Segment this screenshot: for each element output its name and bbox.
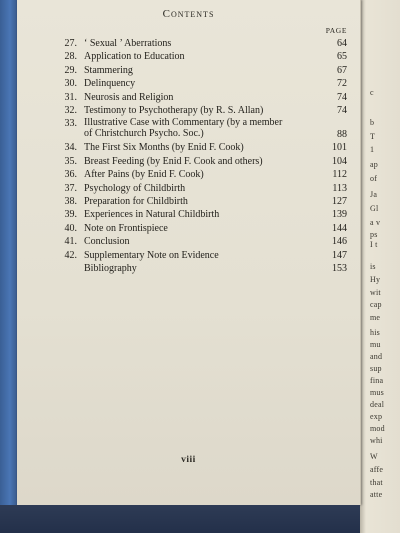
toc-entry-number: 37. <box>64 182 77 194</box>
facing-page-text-fragment: b <box>370 118 375 127</box>
facing-page-text-fragment: mod <box>370 424 385 433</box>
toc-entry-number: 35. <box>64 155 77 167</box>
facing-page-text-fragment: of <box>370 174 378 183</box>
toc-entry-number: 33. <box>64 118 77 130</box>
toc-entry <box>55 168 347 181</box>
toc-entry-title: The First Six Months (by Enid F. Cook) <box>84 142 244 154</box>
table-of-contents <box>55 37 347 276</box>
toc-entry <box>55 249 347 262</box>
toc-entry <box>55 141 347 154</box>
toc-entry-title: Psychology of Childbirth <box>84 182 186 194</box>
toc-entry-title: Conclusion <box>84 236 130 248</box>
facing-page-text-fragment: a v <box>370 218 381 227</box>
toc-entry-page: 112 <box>332 169 347 181</box>
facing-page-text-fragment: fina <box>370 376 384 385</box>
toc-entry-page: 74 <box>337 105 347 117</box>
toc-entry-number: 29. <box>64 64 77 76</box>
toc-entry-title: ‘ Sexual ’ Aberrations <box>84 38 172 49</box>
toc-entry-page: 146 <box>332 236 347 248</box>
book-page <box>17 0 361 505</box>
toc-entry-page: 153 <box>332 263 347 275</box>
facing-page-text-fragment: T <box>370 132 376 141</box>
page-title: Contents <box>162 8 215 20</box>
facing-page-edge <box>360 0 400 533</box>
toc-entry-number: 34. <box>64 142 77 154</box>
facing-page-text-fragment: exp <box>370 412 383 421</box>
book-cover-edge <box>0 505 360 533</box>
toc-entry-title: Stammering <box>84 64 133 76</box>
facing-page-text-fragment: and <box>370 352 383 361</box>
toc-entry <box>55 208 347 221</box>
facing-page-text-fragment: W <box>370 452 378 461</box>
facing-page-text-fragment: deal <box>370 400 385 409</box>
facing-page-text-fragment: I t <box>370 240 378 249</box>
toc-entry-title: Illustrative Case with Commentary (by a member of Christchurch Psycho. Soc.) <box>84 117 283 139</box>
facing-page-text-fragment: cap <box>370 300 382 309</box>
toc-entry-title: Experiences in Natural Childbirth <box>84 209 220 221</box>
toc-entry-title: Preparation for Childbirth <box>84 196 188 208</box>
toc-entry-title: Testimony to Psychotherapy (by R. S. Allan) <box>84 105 264 117</box>
toc-entry-page: 67 <box>337 64 347 76</box>
toc-entry-number: 38. <box>64 196 77 208</box>
toc-entry-page: 101 <box>332 142 347 154</box>
facing-page-text-fragment: is <box>370 262 376 271</box>
toc-entry <box>55 195 347 208</box>
toc-entry <box>55 222 347 235</box>
toc-entry-page: 72 <box>337 78 347 90</box>
toc-entry-page: 147 <box>332 249 347 261</box>
toc-entry-page: 139 <box>332 209 347 221</box>
toc-entry <box>55 235 347 248</box>
facing-page-text-fragment: 1 <box>370 145 375 154</box>
facing-page-text-fragment: Ja <box>370 190 378 199</box>
toc-entry <box>55 262 347 275</box>
toc-entry-title: Delinquency <box>84 78 136 90</box>
facing-page-text-fragment: mus <box>370 388 384 397</box>
toc-entry-title: Neurosis and Religion <box>84 91 174 103</box>
toc-entry-title: Application to Education <box>84 51 185 63</box>
toc-entry-title: Bibliography <box>84 263 137 275</box>
facing-page-text-fragment: ps <box>370 230 378 239</box>
facing-page-text-fragment: Gl <box>370 204 379 213</box>
toc-entry-page: 104 <box>332 155 347 167</box>
toc-entry-page: 74 <box>337 91 347 103</box>
facing-page-text-fragment: that <box>370 478 383 487</box>
toc-entry <box>55 117 347 141</box>
facing-page-text-fragment: his <box>370 328 380 337</box>
toc-entry-page: 144 <box>332 222 347 234</box>
facing-page-text-fragment: sup <box>370 364 382 373</box>
toc-entry-page: 88 <box>337 129 347 141</box>
toc-entry-page: 65 <box>337 51 347 63</box>
toc-entry-page: 64 <box>337 38 347 49</box>
toc-entry <box>55 91 347 104</box>
toc-entry <box>55 37 347 50</box>
facing-page-text-fragment: Hy <box>370 275 381 284</box>
toc-entry-title: Note on Frontispiece <box>84 222 168 234</box>
toc-entry <box>55 77 347 90</box>
toc-entry <box>55 50 347 63</box>
toc-entry <box>55 155 347 168</box>
facing-page-text-fragment: me <box>370 313 381 322</box>
facing-page-text-fragment: ap <box>370 160 378 169</box>
toc-entry-number: 39. <box>64 209 77 221</box>
toc-entry-page: 113 <box>332 182 347 194</box>
facing-page-text-fragment: affe <box>370 465 384 474</box>
facing-page-text-fragment: whi <box>370 436 383 445</box>
toc-entry-number: 42. <box>64 249 77 261</box>
facing-page-text-fragment: wit <box>370 288 381 297</box>
toc-entry-title: Supplementary Note on Evidence <box>84 249 219 261</box>
toc-entry-number: 31. <box>64 91 77 103</box>
toc-entry-title: Breast Feeding (by Enid F. Cook and others) <box>84 155 263 167</box>
toc-entry <box>55 64 347 77</box>
toc-entry-number: 41. <box>64 236 77 248</box>
facing-page-text-fragment: atte <box>370 490 383 499</box>
facing-page-text-fragment: c <box>370 88 374 97</box>
toc-entry <box>55 182 347 195</box>
facing-page-text-fragment: mu <box>370 340 381 349</box>
page-number: viii <box>181 455 196 465</box>
toc-entry-number: 32. <box>64 105 77 117</box>
toc-entry-number: 40. <box>64 222 77 234</box>
toc-entry-number: 27. <box>64 38 77 49</box>
toc-entry <box>55 104 347 117</box>
page-column-label: PAGE <box>325 26 347 35</box>
toc-entry-title: After Pains (by Enid F. Cook) <box>84 169 204 181</box>
toc-entry-page: 127 <box>332 196 347 208</box>
toc-entry-number: 36. <box>64 169 77 181</box>
toc-entry-number: 30. <box>64 78 77 90</box>
toc-entry-number: 28. <box>64 51 77 63</box>
